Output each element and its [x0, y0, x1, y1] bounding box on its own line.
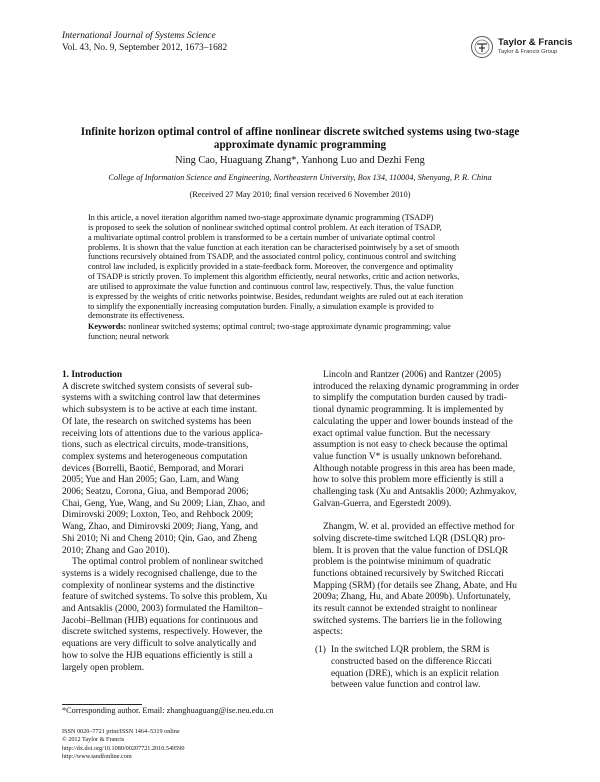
copyright-line: © 2012 Taylor & Francis — [62, 736, 125, 744]
body-line: The optimal control problem of nonlinear switched — [72, 557, 263, 568]
volume-info: Vol. 43, No. 9, September 2012, 1673–1682 — [62, 43, 228, 53]
body-line: equations are very difficult to solve analytically and — [62, 639, 257, 650]
body-line: to simplify the computation burden caused by tradi- — [313, 393, 507, 404]
paragraph — [313, 522, 542, 639]
list-item — [313, 645, 542, 692]
body-line: complex systems and heterogeneous computation — [62, 451, 248, 462]
body-line: largely open problem. — [62, 662, 145, 673]
list-line: between value function and control law. — [331, 680, 481, 691]
body-line: how to solve the HJB equations efficiently is still a — [62, 650, 253, 661]
journal-name: International Journal of Systems Science — [62, 31, 216, 41]
right-column — [313, 370, 542, 692]
body-line: value function V* is usually unknown beforehand. — [313, 451, 503, 462]
body-line: feature of switched systems. To solve this problem, Xu — [62, 592, 268, 603]
abstract-line: In this article, a novel iteration algorithm named two-stage approximate dynamic programming (TSADP) — [88, 213, 434, 222]
body-line: Chai, Geng, Yue, Wang, and Su 2009; Lian, Zhao, and — [62, 498, 265, 509]
received-dates: (Received 27 May 2010; final version received 6 November 2010) — [189, 190, 411, 199]
body-line: devices (Borrelli, Baotić, Bemporad, and Morari — [62, 463, 244, 474]
body-line: exact optimal value function. But the necessary — [313, 428, 491, 439]
body-line: Dimirovski 2009; Loxton, Teo, and Rehbock 2009; — [62, 510, 254, 521]
authors: Ning Cao, Huaguang Zhang*, Yanhong Luo and Dezhi Feng — [175, 155, 425, 166]
body-line: receiving lots of attentions due to the various applica- — [62, 428, 263, 439]
article-title — [50, 126, 550, 152]
body-line: tional dynamic programming. It is implemented by — [313, 405, 504, 416]
abstract — [88, 213, 512, 321]
list-line: constructed based on the difference Riccati — [331, 656, 492, 667]
list-number: (1) — [315, 645, 326, 656]
corresponding-author-note: *Corresponding author. Email: zhanghuaguang@ise.neu.edu.cn — [62, 706, 274, 715]
body-line: functions obtained recursively by Switched Riccati — [313, 568, 504, 579]
body-line: blem. It is proven that the value function of DSLQR — [313, 545, 509, 556]
publisher-name: Taylor & Francis — [498, 37, 573, 48]
left-column — [62, 370, 291, 674]
abstract-line: is expressed by the weights of critic networks pointwise. Besides, redundant weights are ruled out at each iteration — [88, 291, 463, 301]
publication-info — [62, 728, 184, 761]
body-line: 2006; Seatzu, Corona, Giua, and Bemporad 2006; — [62, 487, 249, 498]
section-title: 1. Introduction — [62, 370, 123, 380]
paragraph — [62, 557, 291, 674]
body-line: Of late, the research on switched systems has been — [62, 416, 252, 427]
body-line: assumption is not easy to check because the optimal — [313, 440, 508, 451]
body-line: Lincoln and Rantzer (2006) and Rantzer (2005) — [323, 370, 501, 380]
body-line: complexity of nonlinear systems and the distinctive — [62, 580, 255, 591]
abstract-line: control law included, is explicitly provided in a state-feedback form. Moreover, the convergence and optimality — [88, 262, 454, 272]
abstract-line: functions recursively obtained from TSADP, and the associated control policy, continuous control and switching — [88, 252, 456, 262]
paragraph — [313, 370, 542, 510]
body-line: 2009a; Zhang, Hu, and Abate 2009b). Unfortunately, — [313, 592, 511, 603]
body-line: calculating the upper and lower bounds instead of the — [313, 416, 513, 427]
title-line: Infinite horizon optimal control of affine nonlinear discrete switched systems using two-stage — [80, 126, 520, 138]
abstract-line: to simplify the exponentially increasing computation burden. Finally, a simulation example is provided to — [88, 301, 434, 311]
body-line: how to solve this problem more efficiently is still a — [313, 475, 504, 486]
body-line: introduced the relaxing dynamic programming in order — [313, 381, 520, 392]
abstract-line: of TSADP is strictly proven. To implement this algorithm efficiently, neural networks, critic and action networks, — [88, 272, 460, 282]
title-line: approximate dynamic programming — [213, 139, 387, 152]
body-line: Zhangm, W. et al. provided an effective method for — [323, 522, 515, 533]
publisher-group: Taylor & Francis Group — [498, 49, 558, 55]
publisher-logo-icon — [470, 35, 494, 59]
body-line: A discrete switched system consists of several sub- — [62, 381, 253, 392]
list-line: equation (DRE), which is an explicit relation — [331, 668, 499, 679]
body-line: Although notable progress in this area has been made, — [313, 463, 516, 474]
body-line: Mapping (SRM) (for details see Zhang, Abate, and Hu — [313, 580, 517, 591]
body-line: problem is the pointwise minimum of quadratic — [313, 557, 492, 568]
body-line: switched systems. The barriers lie in the following — [313, 615, 502, 626]
body-line: its result cannot be extended straight to nonlinear — [313, 604, 497, 615]
keywords-text: nonlinear switched systems; optimal control; two-stage approximate dynamic programming; value — [128, 322, 451, 331]
doi-link[interactable]: http://dx.doi.org/10.1080/00207721.2010.549590 — [62, 744, 185, 752]
abstract-line: demonstrate its effectiveness. — [88, 311, 185, 321]
body-line: systems with a switching control law that determines — [62, 393, 260, 404]
body-line: Shi 2010; Ni and Cheng 2010; Qin, Gao, and Zheng — [62, 533, 257, 544]
body-line: tions, such as electrical circuits, mode-transitions, — [62, 440, 249, 451]
body-line: solving discrete-time switched LQR (DSLQR) pro- — [313, 533, 506, 544]
list-line: In the switched LQR problem, the SRM is — [331, 645, 490, 656]
keywords-label: Keywords: — [88, 322, 127, 331]
body-line: systems is a widely recognised challenge, due to the — [62, 568, 257, 579]
body-line: which subsystem is to be active at each time instant. — [62, 405, 258, 416]
body-line: Galvan-Guerra, and Egerstedt 2009). — [313, 498, 452, 509]
body-line: challenging task (Xu and Antsaklis 2000; Azhmyakov, — [313, 487, 517, 498]
paragraph — [62, 382, 291, 558]
body-line: and Antsaklis (2000, 2003) formulated the Hamilton– — [62, 604, 263, 615]
abstract-line: are utilised to approximate the value function and continuous control law, respectively. Thus, the value function — [88, 281, 454, 291]
body-line: Jacobi–Bellman (HJB) equations for continuous and — [62, 615, 258, 626]
issn-line: ISSN 0020–7721 print/ISSN 1464–5319 online — [62, 728, 180, 735]
body-line: 2005; Yue and Han 2005; Gao, Lam, and Wang — [62, 475, 239, 486]
keywords-text: function; neural network — [88, 331, 169, 341]
website-link[interactable]: http://www.tandfonline.com — [62, 752, 132, 760]
publisher-logo — [470, 34, 580, 64]
abstract-line: problems. It is shown that the value function at each iteration can be characterised pointwisely by a set of smooth — [88, 242, 460, 252]
body-line: 2010; Zhang and Gao 2010). — [62, 545, 170, 556]
body-line: aspects: — [313, 627, 343, 638]
affiliation: College of Information Science and Engineering, Northeastern University, Box 134, 110004, Shenyang, P. R. China — [108, 173, 492, 182]
keywords — [88, 322, 512, 342]
footnote-rule — [62, 704, 142, 705]
abstract-line: a multivariate optimal control problem is transformed to be a certain number of univariate optimal control — [88, 232, 436, 242]
body-line: discrete switched systems, respectively. However, the — [62, 627, 263, 638]
body-line: Wang, Zhao, and Dimirovski 2009; Jiang, Yang, and — [62, 522, 258, 533]
abstract-line: is proposed to seek the solution of nonlinear switched optimal control problem. At each iteration of TSADP, — [88, 222, 442, 232]
